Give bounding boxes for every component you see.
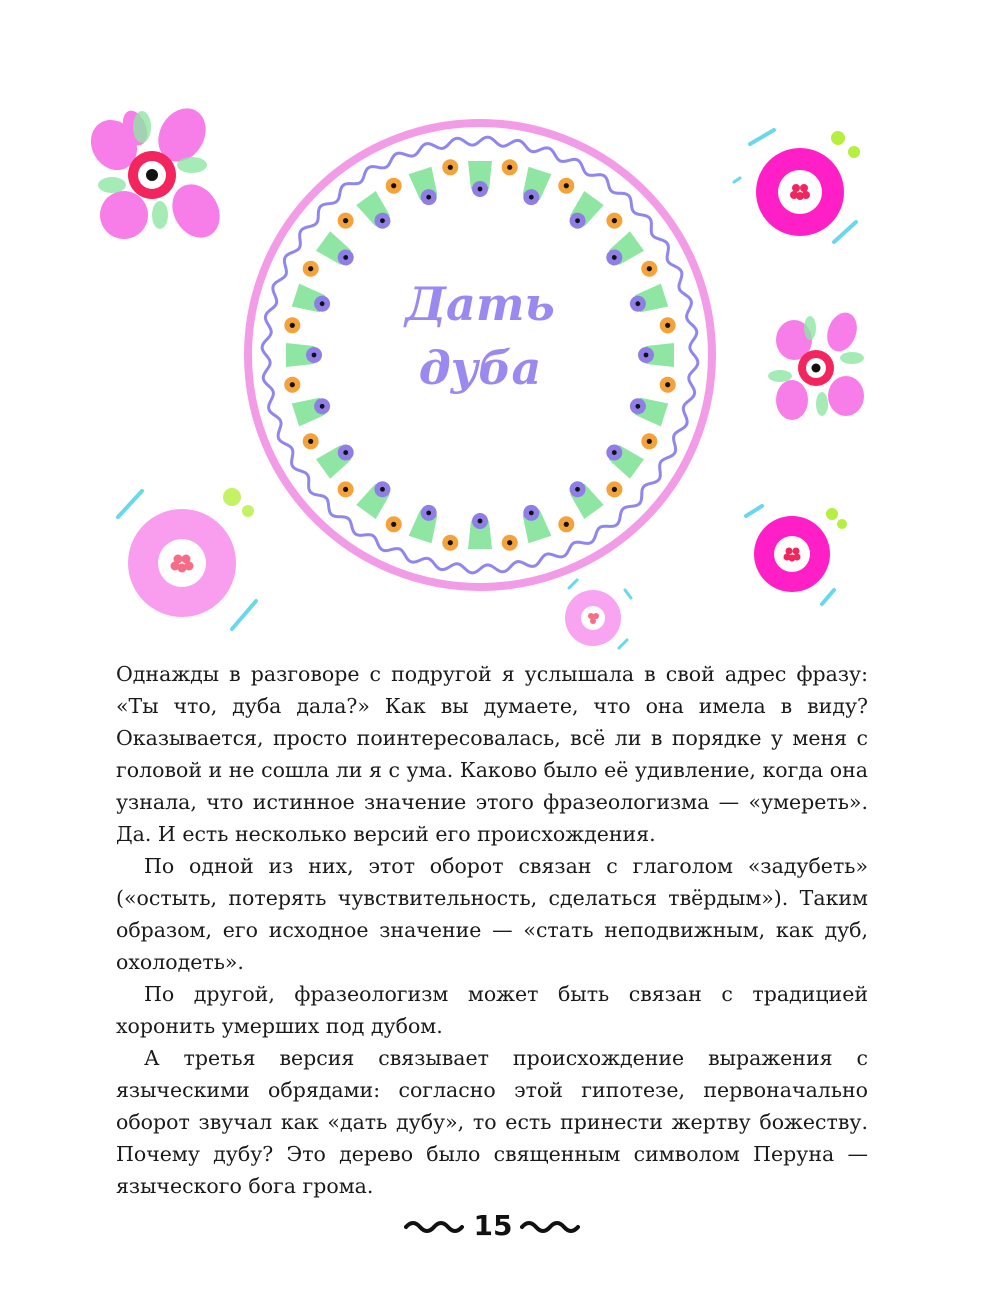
article-body	[116, 658, 868, 1202]
page-footer	[0, 1200, 986, 1250]
ring-bud	[601, 231, 644, 272]
ring-bud	[409, 167, 443, 209]
target-bottom-right	[746, 506, 847, 604]
ring-dot	[606, 213, 622, 229]
paragraph-4: А третья версия связывает происхождение выражения с языческими обрядами: согласно этой гипотезе, первоначально оборот звучал как «дать дубу», то есть принести жертву божеству. Почему дубу? Это дерево было священным символом Перуна — языческого бога грома.	[116, 1046, 868, 1198]
page-number: 15	[473, 1208, 513, 1242]
ring-dot	[284, 377, 300, 393]
ring-bud	[601, 438, 644, 479]
ring-bud	[563, 476, 604, 519]
ring-dot	[558, 178, 574, 194]
target-top-right	[734, 130, 860, 242]
paragraph-1: Однажды в разговоре с подругой я услышала в свой адрес фразу: «Ты что, дуба дала?» Как вы думаете, что она имела в виду? Оказывается, просто поинтересовалась, всё ли в порядке у меня с головой и не сошла ли я с ума. Каково было её удивление, когда она узнала, что истинное значение этого фразеологизма — «умереть». Да. И есть несколько версий его происхождения.	[116, 662, 868, 846]
ring-dot	[502, 535, 518, 551]
ring-dot	[303, 433, 319, 449]
ring-dot	[442, 159, 458, 175]
wave-ornament-right	[520, 1217, 582, 1233]
ring-dot	[660, 377, 676, 393]
ring-dot	[502, 159, 518, 175]
ring-dot	[442, 535, 458, 551]
title-line-2: дуба	[418, 341, 542, 395]
ring-dot	[284, 317, 300, 333]
flower-right	[768, 308, 864, 420]
ring-dot	[606, 481, 622, 497]
ring-dot	[386, 516, 402, 532]
ring-dot	[660, 317, 676, 333]
ring-dot	[558, 516, 574, 532]
wave-ornament-left	[404, 1217, 466, 1233]
ring-bud	[356, 191, 397, 234]
target-small-bottom	[565, 580, 631, 648]
ring-bud	[409, 502, 443, 544]
ring-dot	[641, 433, 657, 449]
ring-dot	[338, 481, 354, 497]
ring-dot	[386, 178, 402, 194]
ring-bud	[517, 502, 551, 544]
ring-bud	[356, 476, 397, 519]
ring-bud	[468, 161, 492, 197]
title-line-1: Дать	[405, 277, 555, 331]
paragraph-3: По другой, фразеологизм может быть связан с традицией хоронить умерших под дубом.	[116, 982, 868, 1038]
ring-dot	[338, 213, 354, 229]
paragraph-2: По одной из них, этот оборот связан с глаголом «задубеть» («остыть, потерять чувствительность, сделаться твёрдым»). Таким образом, его исходное значение — «стать неподвижным, как дуб, охолодеть».	[116, 854, 868, 974]
target-bottom-left	[118, 488, 256, 629]
ring-bud	[517, 167, 551, 209]
ring-bud	[563, 191, 604, 234]
ring-bud	[468, 513, 492, 549]
ring-bud	[316, 231, 359, 272]
flower-top-left	[82, 100, 229, 246]
ring-bud	[316, 438, 359, 479]
